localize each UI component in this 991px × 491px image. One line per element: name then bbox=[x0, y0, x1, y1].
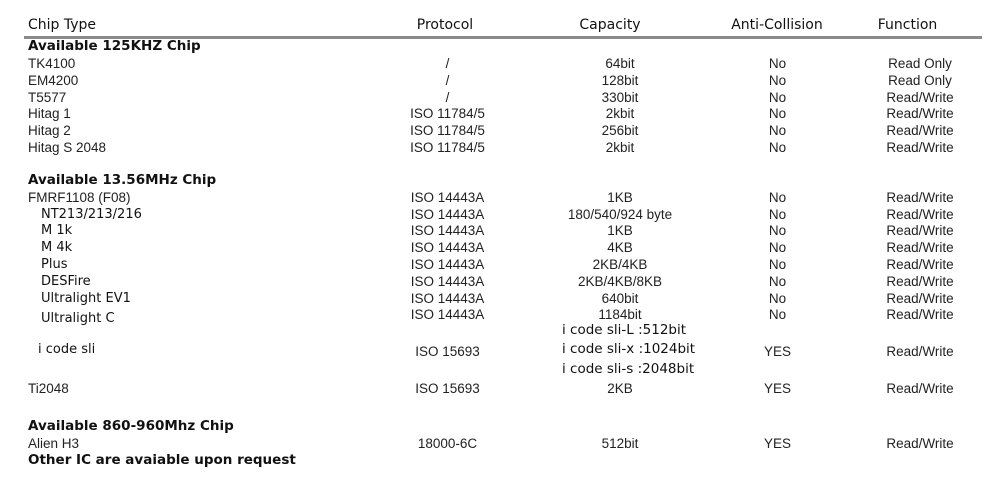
chip-protocol: ISO 15693 bbox=[415, 344, 480, 359]
chip-capacity: 4KB bbox=[607, 240, 633, 255]
chip-name: TK4100 bbox=[28, 56, 76, 71]
chip-anti-collision: No bbox=[768, 123, 787, 138]
chip-protocol: ISO 14443A bbox=[410, 207, 485, 222]
chip-capacity: 640bit bbox=[601, 291, 639, 306]
chip-anti-collision: No bbox=[768, 190, 787, 205]
chip-capacity: 2KB/4KB bbox=[592, 257, 648, 272]
chip-capacity: 2KB bbox=[607, 381, 633, 396]
chip-name: NT213/213/216 bbox=[41, 207, 142, 222]
table-row bbox=[0, 122, 991, 139]
chip-capacity: 330bit bbox=[601, 90, 639, 105]
chip-protocol: ISO 14443A bbox=[410, 240, 485, 255]
table-header bbox=[0, 0, 991, 36]
chip-capacity: 256bit bbox=[601, 123, 639, 138]
chip-capacity: 512bit bbox=[601, 436, 639, 451]
table-row bbox=[0, 105, 991, 122]
chip-protocol: ISO 11784/5 bbox=[410, 140, 485, 155]
chip-function: Read/Write bbox=[886, 190, 954, 205]
chip-protocol: ISO 14443A bbox=[410, 190, 485, 205]
icode-capacity-line: i code sli-L :512bit bbox=[562, 322, 687, 338]
section-title-13-56mhz: Available 13.56MHz Chip bbox=[28, 172, 217, 188]
chip-function: Read/Write bbox=[886, 90, 954, 105]
table-row bbox=[0, 72, 991, 89]
chip-protocol: ISO 11784/5 bbox=[410, 106, 485, 121]
header-chip-type: Chip Type bbox=[28, 17, 97, 33]
chip-name: Hitag 1 bbox=[28, 106, 71, 121]
chip-capacity: 2kbit bbox=[605, 106, 635, 121]
chip-name: Ultralight EV1 bbox=[41, 291, 131, 306]
chip-function: Read/Write bbox=[886, 106, 954, 121]
table-row bbox=[0, 306, 991, 326]
chip-protocol: ISO 15693 bbox=[415, 381, 480, 396]
chip-function: Read/Write bbox=[886, 381, 954, 396]
chip-anti-collision: No bbox=[768, 56, 787, 71]
chip-anti-collision: No bbox=[768, 257, 787, 272]
icode-capacity-line: i code sli-s :2048bit bbox=[562, 361, 695, 377]
header-capacity: Capacity bbox=[579, 17, 641, 33]
chip-name: M 1k bbox=[41, 223, 73, 238]
chip-function: Read/Write bbox=[886, 291, 954, 306]
table-row bbox=[0, 435, 991, 452]
chip-function: Read/Write bbox=[886, 307, 954, 322]
chip-capacity: 1184bit bbox=[598, 307, 642, 322]
chip-anti-collision: No bbox=[768, 274, 787, 289]
chip-name: Hitag 2 bbox=[28, 123, 71, 138]
chip-anti-collision: YES bbox=[763, 381, 791, 396]
chip-function: Read/Write bbox=[886, 123, 954, 138]
icode-capacity-line: i code sli-x :1024bit bbox=[562, 341, 696, 357]
header-protocol: Protocol bbox=[416, 17, 474, 33]
chip-anti-collision: No bbox=[768, 223, 787, 238]
chip-anti-collision: No bbox=[768, 106, 787, 121]
chip-capacity: 180/540/924 byte bbox=[567, 207, 673, 222]
chip-protocol: ISO 14443A bbox=[410, 307, 485, 322]
chip-name: DESFire bbox=[41, 274, 91, 289]
table-row bbox=[0, 139, 991, 156]
chip-protocol: ISO 14443A bbox=[410, 274, 485, 289]
chip-name: FMRF1108 (F08) bbox=[28, 190, 131, 205]
chip-name: Alien H3 bbox=[28, 436, 80, 451]
section-title-125khz: Available 125KHZ Chip bbox=[28, 38, 201, 54]
chip-name: Ultralight C bbox=[41, 311, 115, 326]
chip-protocol: / bbox=[445, 90, 450, 105]
chip-protocol: ISO 14443A bbox=[410, 291, 485, 306]
chip-name: M 4k bbox=[41, 240, 73, 255]
table-row bbox=[0, 256, 991, 273]
chip-name: Plus bbox=[41, 257, 68, 272]
chip-anti-collision: No bbox=[768, 307, 787, 322]
chip-protocol: ISO 14443A bbox=[410, 257, 485, 272]
chip-name: Hitag S 2048 bbox=[28, 140, 107, 155]
header-function: Function bbox=[877, 17, 938, 33]
chip-protocol: / bbox=[445, 56, 450, 71]
chip-anti-collision: YES bbox=[763, 436, 791, 451]
table-row bbox=[0, 380, 991, 397]
table-row bbox=[0, 290, 991, 307]
chip-name: T5577 bbox=[28, 90, 67, 105]
table-row bbox=[0, 222, 991, 239]
chip-capacity: 1KB bbox=[607, 223, 633, 238]
chip-name: EM4200 bbox=[28, 73, 79, 88]
table-row bbox=[0, 341, 991, 358]
chip-anti-collision: No bbox=[768, 291, 787, 306]
chip-capacity: 1KB bbox=[607, 190, 633, 205]
chip-capacity: 128bit bbox=[601, 73, 639, 88]
table-row bbox=[0, 206, 991, 223]
chip-anti-collision: No bbox=[768, 240, 787, 255]
chip-anti-collision: No bbox=[768, 140, 787, 155]
chip-anti-collision: No bbox=[768, 90, 787, 105]
chip-protocol: 18000-6C bbox=[417, 436, 478, 451]
chip-function: Read/Write bbox=[886, 140, 954, 155]
chip-anti-collision: No bbox=[768, 73, 787, 88]
chip-function: Read/Write bbox=[886, 274, 954, 289]
chip-function: Read/Write bbox=[886, 436, 954, 451]
chip-capacity: 64bit bbox=[605, 56, 635, 71]
table-row bbox=[0, 239, 991, 256]
chip-name: Ti2048 bbox=[28, 381, 69, 396]
chip-function: Read/Write bbox=[886, 207, 954, 222]
chip-protocol: ISO 14443A bbox=[410, 223, 485, 238]
header-anti-collision: Anti-Collision bbox=[731, 17, 823, 33]
table-row bbox=[0, 189, 991, 206]
chip-anti-collision: YES bbox=[763, 344, 791, 359]
chip-function: Read/Write bbox=[886, 344, 954, 359]
chip-function: Read/Write bbox=[886, 223, 954, 238]
chip-name: i code sli bbox=[38, 342, 96, 357]
chip-function: Read Only bbox=[888, 56, 952, 71]
chip-function: Read Only bbox=[888, 73, 952, 88]
section-title-860-960mhz: Available 860-960Mhz Chip bbox=[28, 418, 234, 434]
chip-protocol: ISO 11784/5 bbox=[410, 123, 485, 138]
table-row bbox=[0, 273, 991, 290]
chip-protocol: / bbox=[445, 73, 450, 88]
chip-anti-collision: No bbox=[768, 207, 787, 222]
chip-capacity: 2KB/4KB/8KB bbox=[577, 274, 663, 289]
chip-function: Read/Write bbox=[886, 257, 954, 272]
footer-note: Other IC are avaiable upon request bbox=[28, 452, 296, 468]
table-row bbox=[0, 89, 991, 106]
table-row bbox=[0, 55, 991, 72]
chip-function: Read/Write bbox=[886, 240, 954, 255]
chip-capacity: 2kbit bbox=[605, 140, 635, 155]
